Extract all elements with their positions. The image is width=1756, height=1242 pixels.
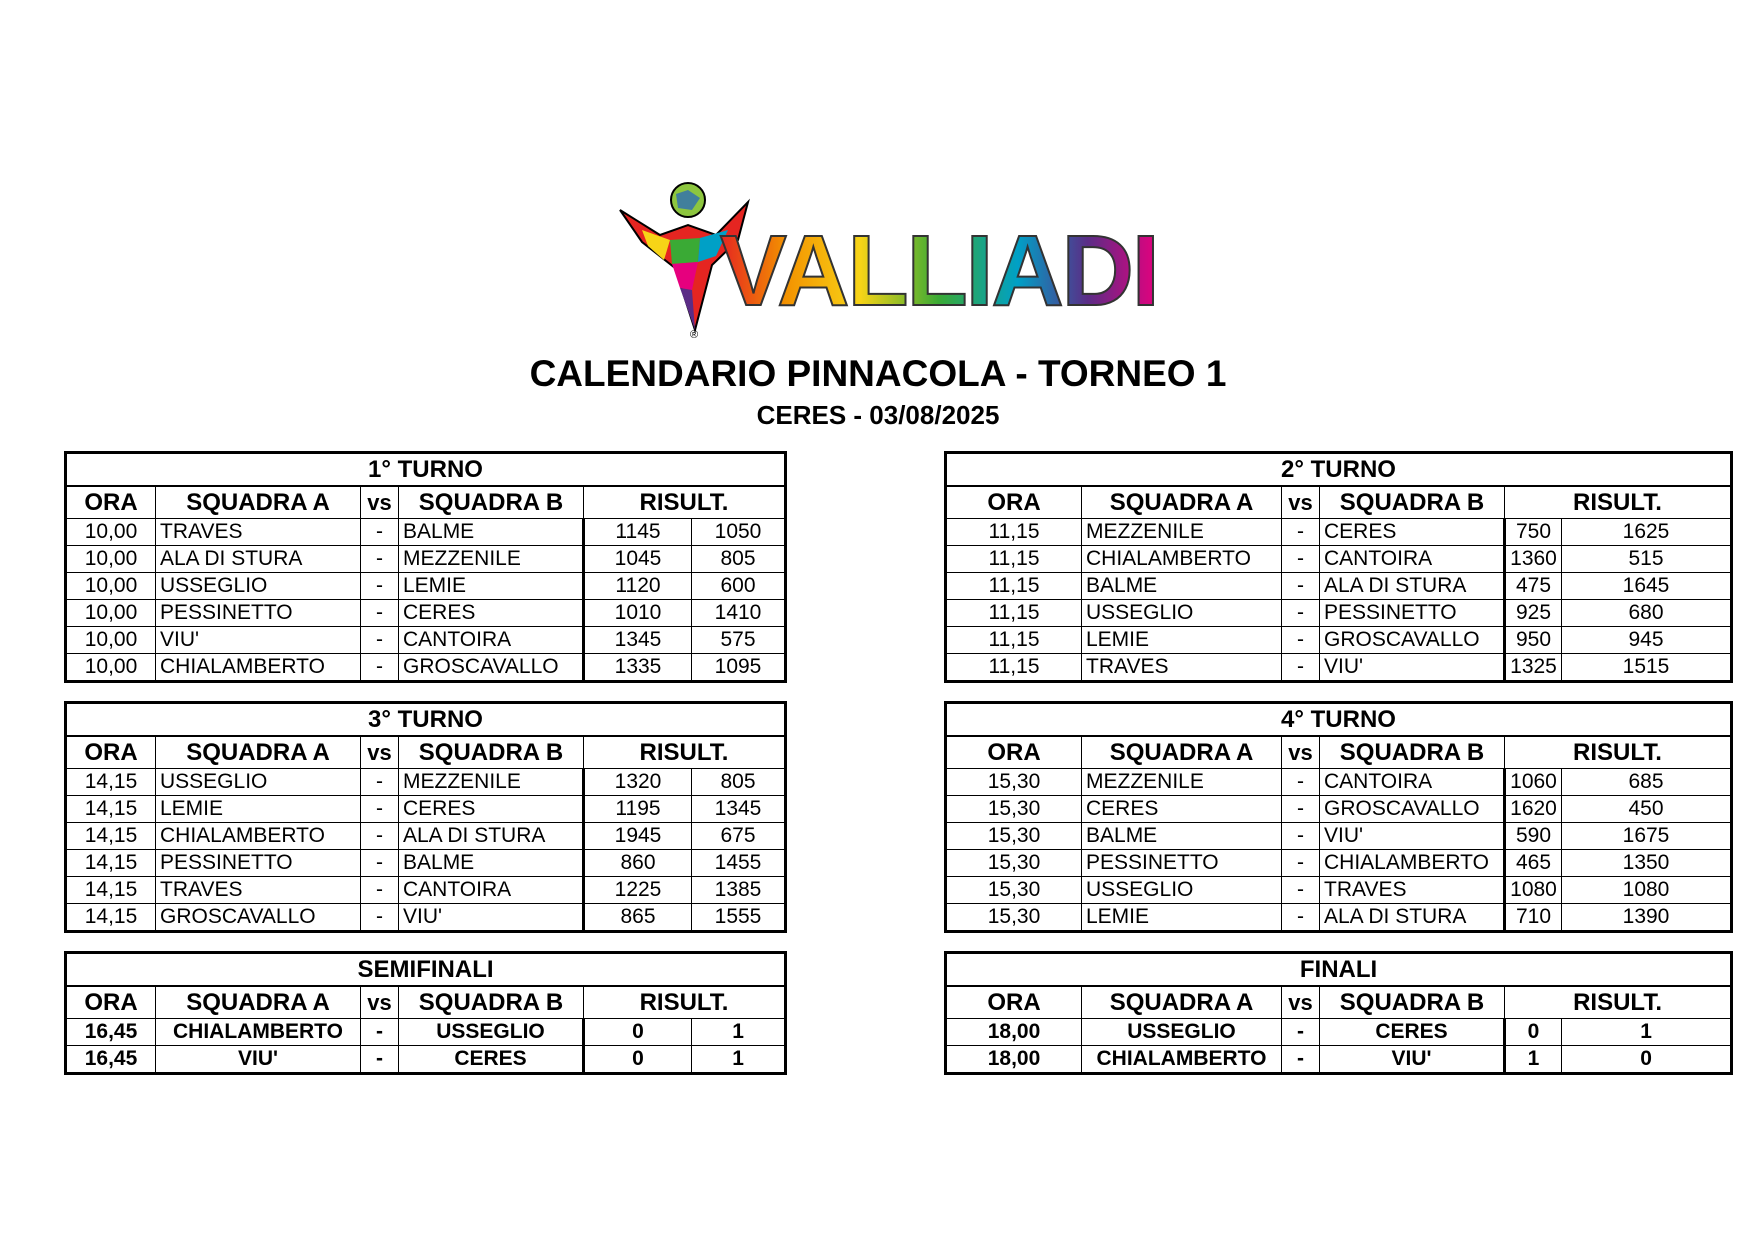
vs-separator: - <box>361 877 399 904</box>
team-a: BALME <box>1082 573 1282 600</box>
team-a: USSEGLIO <box>1082 600 1282 627</box>
score-a: 1045 <box>584 546 692 573</box>
vs-separator: - <box>361 1019 399 1046</box>
match-time: 10,00 <box>66 546 156 573</box>
col-header-squadra-b: SQUADRA B <box>399 986 584 1019</box>
match-time: 15,30 <box>946 823 1082 850</box>
round-title: 4° TURNO <box>946 703 1732 737</box>
score-b: 680 <box>1562 600 1732 627</box>
score-b: 1 <box>1562 1019 1732 1046</box>
score-a: 1360 <box>1505 546 1562 573</box>
team-b: PESSINETTO <box>1320 600 1505 627</box>
score-a: 750 <box>1505 519 1562 546</box>
team-a: CHIALAMBERTO <box>1082 546 1282 573</box>
match-row <box>946 904 1732 932</box>
score-b: 1455 <box>692 850 786 877</box>
team-b: VIU' <box>1320 1046 1505 1074</box>
vs-separator: - <box>361 823 399 850</box>
vs-separator: - <box>1282 627 1320 654</box>
match-row <box>946 627 1732 654</box>
match-row <box>946 769 1732 796</box>
score-a: 950 <box>1505 627 1562 654</box>
valliadi-logo <box>620 180 1158 341</box>
team-b: CERES <box>1320 1019 1505 1046</box>
match-time: 11,15 <box>946 519 1082 546</box>
score-a: 0 <box>584 1019 692 1046</box>
score-b: 1625 <box>1562 519 1732 546</box>
team-a: MEZZENILE <box>1082 769 1282 796</box>
col-header-squadra-b: SQUADRA B <box>1320 486 1505 519</box>
vs-separator: - <box>1282 850 1320 877</box>
score-b: 1 <box>692 1019 786 1046</box>
col-header-ora: ORA <box>946 486 1082 519</box>
score-b: 1350 <box>1562 850 1732 877</box>
score-a: 925 <box>1505 600 1562 627</box>
match-row <box>946 573 1732 600</box>
team-a: CHIALAMBERTO <box>156 654 361 682</box>
match-time: 14,15 <box>66 877 156 904</box>
team-b: CERES <box>399 600 584 627</box>
team-b: CERES <box>1320 519 1505 546</box>
score-a: 1 <box>1505 1046 1562 1074</box>
score-a: 590 <box>1505 823 1562 850</box>
team-a: LEMIE <box>1082 904 1282 932</box>
col-header-ora: ORA <box>946 736 1082 769</box>
score-a: 1945 <box>584 823 692 850</box>
col-header-risult: RISULT. <box>1505 486 1732 519</box>
team-b: MEZZENILE <box>399 546 584 573</box>
vs-separator: - <box>1282 877 1320 904</box>
col-header-ora: ORA <box>946 986 1082 1019</box>
col-header-squadra-a: SQUADRA A <box>156 986 361 1019</box>
score-b: 515 <box>1562 546 1732 573</box>
team-a: BALME <box>1082 823 1282 850</box>
match-time: 15,30 <box>946 904 1082 932</box>
vs-separator: - <box>361 600 399 627</box>
col-header-squadra-b: SQUADRA B <box>399 736 584 769</box>
score-b: 0 <box>1562 1046 1732 1074</box>
vs-separator: - <box>1282 769 1320 796</box>
team-b: MEZZENILE <box>399 769 584 796</box>
score-b: 675 <box>692 823 786 850</box>
team-b: GROSCAVALLO <box>1320 796 1505 823</box>
score-b: 805 <box>692 769 786 796</box>
col-header-risult: RISULT. <box>1505 736 1732 769</box>
logo-wordmark: VALLIADI <box>720 215 1158 327</box>
match-row <box>946 519 1732 546</box>
round-table <box>64 451 787 683</box>
col-header-squadra-a: SQUADRA A <box>1082 736 1282 769</box>
match-time: 14,15 <box>66 850 156 877</box>
team-a: USSEGLIO <box>156 769 361 796</box>
round-title: 1° TURNO <box>66 453 786 487</box>
score-a: 1345 <box>584 627 692 654</box>
team-b: ALA DI STURA <box>1320 573 1505 600</box>
match-row <box>946 823 1732 850</box>
vs-separator: - <box>361 573 399 600</box>
col-header-squadra-b: SQUADRA B <box>399 486 584 519</box>
team-b: CANTOIRA <box>399 877 584 904</box>
score-b: 1555 <box>692 904 786 932</box>
score-b: 575 <box>692 627 786 654</box>
team-a: MEZZENILE <box>1082 519 1282 546</box>
round-table <box>64 701 787 933</box>
team-a: LEMIE <box>1082 627 1282 654</box>
vs-separator: - <box>361 627 399 654</box>
round-title: 3° TURNO <box>66 703 786 737</box>
team-b: GROSCAVALLO <box>1320 627 1505 654</box>
match-time: 11,15 <box>946 573 1082 600</box>
score-a: 1010 <box>584 600 692 627</box>
match-time: 10,00 <box>66 519 156 546</box>
match-time: 14,15 <box>66 796 156 823</box>
score-a: 860 <box>584 850 692 877</box>
match-time: 15,30 <box>946 769 1082 796</box>
match-time: 16,45 <box>66 1046 156 1074</box>
team-b: CANTOIRA <box>1320 546 1505 573</box>
col-header-ora: ORA <box>66 486 156 519</box>
match-time: 14,15 <box>66 823 156 850</box>
match-row <box>946 1046 1732 1074</box>
team-b: CERES <box>399 1046 584 1074</box>
match-time: 11,15 <box>946 600 1082 627</box>
match-row <box>66 796 786 823</box>
match-row <box>66 1046 786 1074</box>
vs-separator: - <box>361 1046 399 1074</box>
match-row <box>946 600 1732 627</box>
score-a: 0 <box>584 1046 692 1074</box>
team-a: ALA DI STURA <box>156 546 361 573</box>
col-header-vs: vs <box>361 736 399 769</box>
match-row <box>946 654 1732 682</box>
team-a: TRAVES <box>156 519 361 546</box>
match-row <box>66 654 786 682</box>
score-b: 1675 <box>1562 823 1732 850</box>
score-a: 1320 <box>584 769 692 796</box>
match-row <box>66 904 786 932</box>
team-b: USSEGLIO <box>399 1019 584 1046</box>
score-a: 1145 <box>584 519 692 546</box>
match-row <box>946 850 1732 877</box>
match-row <box>946 1019 1732 1046</box>
col-header-vs: vs <box>1282 986 1320 1019</box>
team-a: PESSINETTO <box>156 600 361 627</box>
col-header-risult: RISULT. <box>584 736 786 769</box>
vs-separator: - <box>361 654 399 682</box>
team-a: LEMIE <box>156 796 361 823</box>
col-header-squadra-b: SQUADRA B <box>1320 986 1505 1019</box>
vs-separator: - <box>1282 823 1320 850</box>
score-a: 710 <box>1505 904 1562 932</box>
score-b: 1385 <box>692 877 786 904</box>
score-b: 1515 <box>1562 654 1732 682</box>
match-time: 15,30 <box>946 850 1082 877</box>
col-header-vs: vs <box>1282 486 1320 519</box>
match-time: 14,15 <box>66 769 156 796</box>
team-a: USSEGLIO <box>1082 877 1282 904</box>
match-row <box>946 546 1732 573</box>
col-header-vs: vs <box>361 986 399 1019</box>
match-time: 10,00 <box>66 654 156 682</box>
match-row <box>66 1019 786 1046</box>
score-b: 1345 <box>692 796 786 823</box>
vs-separator: - <box>1282 904 1320 932</box>
team-a: USSEGLIO <box>1082 1019 1282 1046</box>
score-a: 865 <box>584 904 692 932</box>
score-b: 805 <box>692 546 786 573</box>
col-header-vs: vs <box>1282 736 1320 769</box>
score-a: 475 <box>1505 573 1562 600</box>
match-time: 15,30 <box>946 877 1082 904</box>
col-header-risult: RISULT. <box>584 986 786 1019</box>
vs-separator: - <box>361 769 399 796</box>
score-a: 465 <box>1505 850 1562 877</box>
vs-separator: - <box>1282 654 1320 682</box>
vs-separator: - <box>1282 1046 1320 1074</box>
score-a: 1120 <box>584 573 692 600</box>
score-b: 1410 <box>692 600 786 627</box>
match-time: 18,00 <box>946 1046 1082 1074</box>
round-table <box>944 701 1733 933</box>
team-a: GROSCAVALLO <box>156 904 361 932</box>
vs-separator: - <box>1282 600 1320 627</box>
team-b: GROSCAVALLO <box>399 654 584 682</box>
vs-separator: - <box>1282 796 1320 823</box>
col-header-ora: ORA <box>66 986 156 1019</box>
match-row <box>66 877 786 904</box>
col-header-squadra-a: SQUADRA A <box>156 736 361 769</box>
team-a: PESSINETTO <box>156 850 361 877</box>
team-a: CERES <box>1082 796 1282 823</box>
team-b: VIU' <box>1320 654 1505 682</box>
round-title: SEMIFINALI <box>66 953 786 987</box>
team-b: BALME <box>399 519 584 546</box>
svg-text:®: ® <box>690 329 699 341</box>
score-a: 0 <box>1505 1019 1562 1046</box>
vs-separator: - <box>361 796 399 823</box>
match-row <box>66 519 786 546</box>
match-row <box>66 546 786 573</box>
match-row <box>66 573 786 600</box>
match-time: 16,45 <box>66 1019 156 1046</box>
score-a: 1060 <box>1505 769 1562 796</box>
match-row <box>946 796 1732 823</box>
match-time: 11,15 <box>946 654 1082 682</box>
round-table <box>944 951 1733 1075</box>
match-row <box>66 600 786 627</box>
col-header-risult: RISULT. <box>584 486 786 519</box>
vs-separator: - <box>1282 546 1320 573</box>
col-header-vs: vs <box>361 486 399 519</box>
score-b: 1390 <box>1562 904 1732 932</box>
match-time: 11,15 <box>946 627 1082 654</box>
score-a: 1195 <box>584 796 692 823</box>
team-b: ALA DI STURA <box>1320 904 1505 932</box>
score-b: 945 <box>1562 627 1732 654</box>
match-row <box>946 877 1732 904</box>
vs-separator: - <box>361 519 399 546</box>
score-b: 1 <box>692 1046 786 1074</box>
score-a: 1620 <box>1505 796 1562 823</box>
col-header-squadra-a: SQUADRA A <box>1082 486 1282 519</box>
col-header-risult: RISULT. <box>1505 986 1732 1019</box>
col-header-ora: ORA <box>66 736 156 769</box>
col-header-squadra-a: SQUADRA A <box>156 486 361 519</box>
team-a: TRAVES <box>156 877 361 904</box>
score-a: 1325 <box>1505 654 1562 682</box>
match-time: 15,30 <box>946 796 1082 823</box>
team-b: CANTOIRA <box>399 627 584 654</box>
round-title: 2° TURNO <box>946 453 1732 487</box>
match-time: 10,00 <box>66 627 156 654</box>
team-b: CHIALAMBERTO <box>1320 850 1505 877</box>
score-b: 600 <box>692 573 786 600</box>
score-b: 1645 <box>1562 573 1732 600</box>
vs-separator: - <box>361 546 399 573</box>
match-row <box>66 850 786 877</box>
score-b: 450 <box>1562 796 1732 823</box>
team-a: TRAVES <box>1082 654 1282 682</box>
score-b: 1080 <box>1562 877 1732 904</box>
vs-separator: - <box>1282 519 1320 546</box>
match-time: 10,00 <box>66 573 156 600</box>
col-header-squadra-a: SQUADRA A <box>1082 986 1282 1019</box>
team-a: CHIALAMBERTO <box>156 1019 361 1046</box>
match-time: 11,15 <box>946 546 1082 573</box>
team-a: CHIALAMBERTO <box>1082 1046 1282 1074</box>
score-b: 685 <box>1562 769 1732 796</box>
col-header-squadra-b: SQUADRA B <box>1320 736 1505 769</box>
vs-separator: - <box>361 850 399 877</box>
page-title: CALENDARIO PINNACOLA - TORNEO 1 <box>529 353 1227 394</box>
team-b: TRAVES <box>1320 877 1505 904</box>
team-b: VIU' <box>399 904 584 932</box>
team-a: VIU' <box>156 1046 361 1074</box>
team-a: USSEGLIO <box>156 573 361 600</box>
team-a: PESSINETTO <box>1082 850 1282 877</box>
match-time: 18,00 <box>946 1019 1082 1046</box>
team-a: CHIALAMBERTO <box>156 823 361 850</box>
vs-separator: - <box>1282 1019 1320 1046</box>
team-a: VIU' <box>156 627 361 654</box>
score-a: 1335 <box>584 654 692 682</box>
match-time: 14,15 <box>66 904 156 932</box>
round-table <box>64 951 787 1075</box>
page-subtitle: CERES - 03/08/2025 <box>756 400 1000 430</box>
score-b: 1050 <box>692 519 786 546</box>
vs-separator: - <box>1282 573 1320 600</box>
score-a: 1080 <box>1505 877 1562 904</box>
team-b: LEMIE <box>399 573 584 600</box>
team-b: BALME <box>399 850 584 877</box>
vs-separator: - <box>361 904 399 932</box>
team-b: VIU' <box>1320 823 1505 850</box>
match-time: 10,00 <box>66 600 156 627</box>
round-title: FINALI <box>946 953 1732 987</box>
score-b: 1095 <box>692 654 786 682</box>
score-a: 1225 <box>584 877 692 904</box>
match-row <box>66 823 786 850</box>
team-b: CERES <box>399 796 584 823</box>
team-b: CANTOIRA <box>1320 769 1505 796</box>
team-b: ALA DI STURA <box>399 823 584 850</box>
match-row <box>66 627 786 654</box>
match-row <box>66 769 786 796</box>
round-table <box>944 451 1733 683</box>
